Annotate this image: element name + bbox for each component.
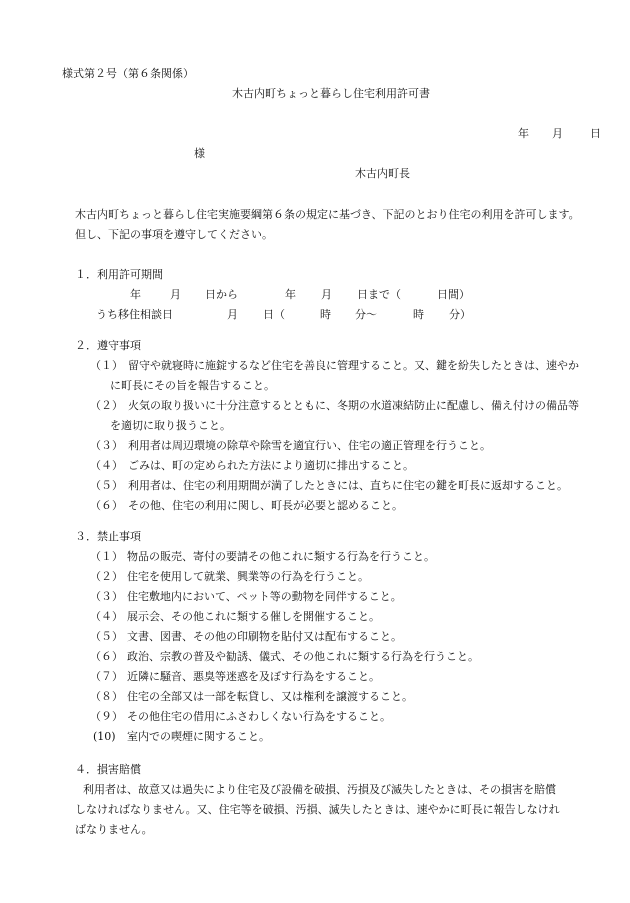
period-start-year: 年	[130, 288, 141, 301]
rule-item-text: 留守や就寝時に施錠するなど住宅を善良に管理すること。又、鍵を紛失したときは、速やか	[128, 359, 579, 372]
period-start-day: 日から	[205, 288, 238, 301]
consult-start-minute: 分～	[355, 308, 377, 321]
section1-heading: １．利用許可期間	[75, 268, 163, 281]
consult-day: 日（	[263, 308, 285, 321]
consult-start-hour: 時	[320, 308, 331, 321]
rule-item-text: 火気の取り扱いに十分注意するとともに、冬期の水道凍結防止に配慮し、備え付けの備品等	[128, 399, 579, 412]
rule-item-number: （６）	[90, 499, 123, 512]
document-title: 木古内町ちょっと暮らし住宅利用許可書	[232, 87, 430, 100]
section4-heading: ４．損害賠償	[75, 763, 141, 776]
date-day-label: 日	[590, 127, 601, 140]
addressee-suffix: 様	[194, 147, 205, 160]
damages-line-1: 利用者は、故意又は過失により住宅及び設備を破損、汚損及び滅失したときは、その損害を賠償	[83, 783, 556, 796]
prohibited-item-number: （４）	[90, 610, 123, 623]
prohibited-item-text: 住宅を使用して就業、興業等の行為を行うこと。	[127, 570, 369, 583]
prohibited-item-number: （８）	[90, 690, 123, 703]
rule-item-text: 利用者は周辺環境の除草や除雪を適宜行い、住宅の適正管理を行うこと。	[128, 439, 491, 452]
rule-item-number: （１）	[90, 359, 123, 372]
form-number: 様式第２号（第６条関係）	[62, 67, 194, 80]
prohibited-item-number: (10)	[93, 730, 116, 743]
prohibited-item-text: 物品の販売、寄付の要請その他これに類する行為を行うこと。	[127, 550, 435, 563]
prohibited-item-number: （２）	[90, 570, 123, 583]
prohibited-item-number: （７）	[90, 670, 123, 683]
period-end-month: 月	[321, 288, 332, 301]
period-end-year: 年	[285, 288, 296, 301]
rule-item-text-cont: を適切に取り扱うこと。	[110, 419, 231, 432]
prohibited-item-number: （１）	[90, 550, 123, 563]
consult-month: 月	[227, 308, 238, 321]
date-year-label: 年	[518, 127, 529, 140]
prohibited-item-text: 住宅の全部又は一部を転貸し、又は権利を譲渡すること。	[127, 690, 413, 703]
issuer-name: 木古内町長	[355, 167, 410, 180]
rule-item-text: その他、住宅の利用に関し、町長が必要と認めること。	[128, 499, 403, 512]
section2-heading: ２．遵守事項	[75, 339, 141, 352]
prohibited-item-number: （９）	[90, 710, 123, 723]
prohibited-item-text: 文書、図書、その他の印刷物を貼付又は配布すること。	[127, 630, 402, 643]
period-start-month: 月	[170, 288, 181, 301]
rule-item-text: 利用者は、住宅の利用期間が満了したときには、直ちに住宅の鍵を町長に返却すること。	[128, 479, 568, 492]
prohibited-item-text: 政治、宗教の普及や勧誘、儀式、その他これに類する行為を行うこと。	[127, 650, 479, 663]
rule-item-number: （５）	[90, 479, 123, 492]
prohibited-item-number: （３）	[90, 590, 123, 603]
section3-heading: ３．禁止事項	[75, 530, 141, 543]
damages-line-3: ばなりません。	[75, 823, 153, 836]
rule-item-number: （３）	[90, 439, 123, 452]
prohibited-item-number: （６）	[90, 650, 123, 663]
prohibited-item-text: 近隣に騒音、悪臭等迷惑を及ぼす行為をすること。	[127, 670, 380, 683]
prohibited-item-text: その他住宅の借用にふさわしくない行為をすること。	[127, 710, 391, 723]
rule-item-number: （２）	[90, 399, 123, 412]
prohibited-item-number: （５）	[90, 630, 123, 643]
consult-end-hour: 時	[413, 308, 424, 321]
prohibited-item-text: 展示会、その他これに類する催しを開催すること。	[127, 610, 380, 623]
period-days: 日間）	[437, 288, 470, 301]
rule-item-text-cont: に町長にその旨を報告すること。	[110, 379, 275, 392]
prohibited-item-text: 住宅敷地内において、ペット等の動物を同伴すること。	[127, 590, 402, 603]
consult-label: うち移住相談日	[96, 308, 173, 321]
date-month-label: 月	[552, 127, 563, 140]
rule-item-number: （４）	[90, 459, 123, 472]
consult-end-minute: 分）	[449, 308, 471, 321]
damages-line-2: しなければなりません。又、住宅等を破損、汚損、滅失したときは、速やかに町長に報告しなけれ	[75, 803, 560, 816]
intro-line-2: 但し、下記の事項を遵守してください。	[75, 228, 273, 241]
period-end-day: 日まで（	[357, 288, 401, 301]
intro-line-1: 木古内町ちょっと暮らし住宅実施要綱第６条の規定に基づき、下記のとおり住宅の利用を許可します。	[75, 208, 580, 221]
rule-item-text: ごみは、町の定められた方法により適切に排出すること。	[128, 459, 414, 472]
prohibited-item-text: 室内での喫煙に関すること。	[127, 730, 270, 743]
